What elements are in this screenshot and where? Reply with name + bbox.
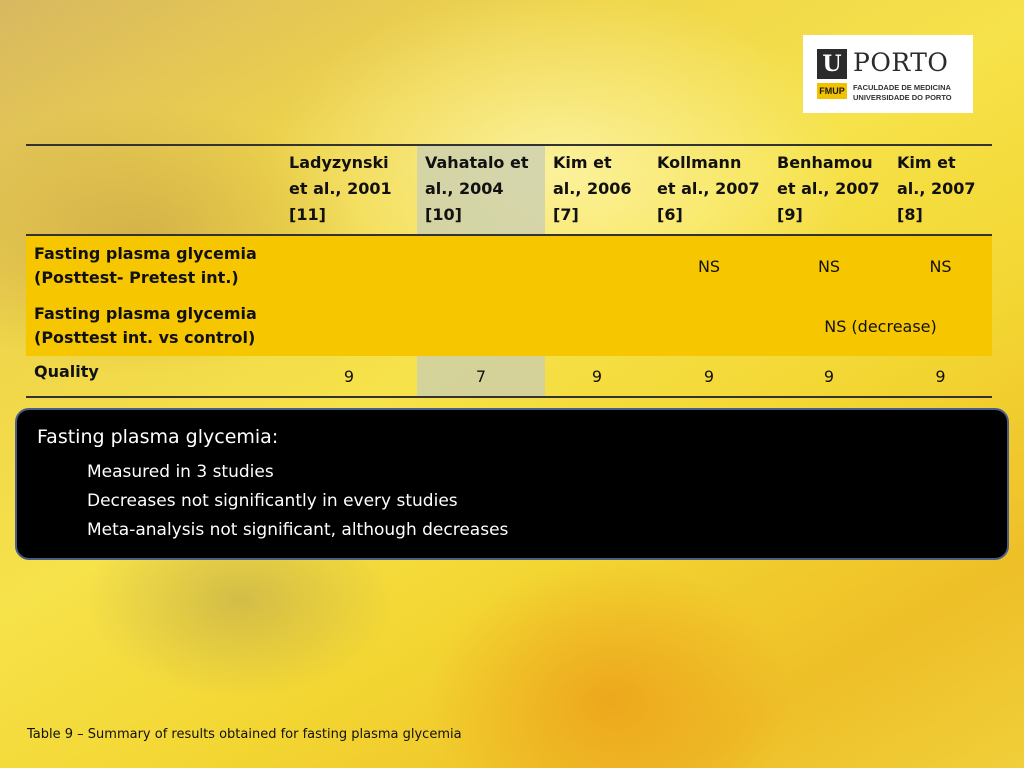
summary-box [15,408,1009,560]
summary-point: Decreases not significantly in every studies [87,491,458,511]
column-header: Kim et al., 2006 [7] [553,153,632,224]
logo-porto-text: PORTO [853,48,949,77]
row-label: Quality [34,362,99,381]
logo-faculty-text [853,83,952,103]
table-cell: 9 [343,366,355,386]
logo-fmup-badge: FMUP [817,83,847,99]
table-cell: 7 [417,356,545,397]
table-cell [545,235,649,296]
logo-faculty-line2: UNIVERSIDADE DO PORTO [853,93,952,102]
table-row [26,356,992,397]
table-cell: NS [649,235,769,296]
logo-u-mark: U [817,49,847,79]
table-cell: 9 [591,366,603,386]
table-caption: Table 9 – Summary of results obtained for fasting plasma glycemia [27,727,462,742]
table-cell [417,235,545,296]
logo-faculty-line1: FACULDADE DE MEDICINA [853,83,951,92]
table-cell: NS [889,235,992,296]
results-table [26,144,992,398]
table-cell [545,296,649,356]
summary-list [87,458,508,545]
table-cell: NS [769,235,889,296]
table-row [26,296,992,356]
table-cell-merged: NS (decrease) [769,296,992,356]
table-row [26,235,992,296]
table-cell: 9 [703,366,715,386]
column-header: Kim et al., 2007 [8] [897,153,976,224]
table-cell: 9 [935,366,946,386]
summary-point: Meta-analysis not significant, although decreases [87,520,509,540]
summary-heading: Fasting plasma glycemia: [37,426,279,448]
table-cell [281,235,417,296]
table-cell: 9 [823,366,835,386]
column-header: Ladyzynski et al., 2001 [11] [289,153,392,224]
u-porto-logo [803,35,973,113]
table-cell [281,296,417,356]
table-header-row [26,145,992,235]
summary-point: Measured in 3 studies [87,462,274,482]
column-header: Benhamou et al., 2007 [9] [777,153,880,224]
header-empty-cell [26,145,281,235]
row-label: Fasting plasma glycemia (Posttest- Pretest int.) [26,235,281,296]
table-cell [417,296,545,356]
table-cell [649,296,769,356]
row-label: Fasting plasma glycemia (Posttest int. vs control) [26,296,281,356]
column-header: Kollmann et al., 2007 [6] [657,153,760,224]
column-header: Vahatalo et al., 2004 [10] [417,145,545,235]
